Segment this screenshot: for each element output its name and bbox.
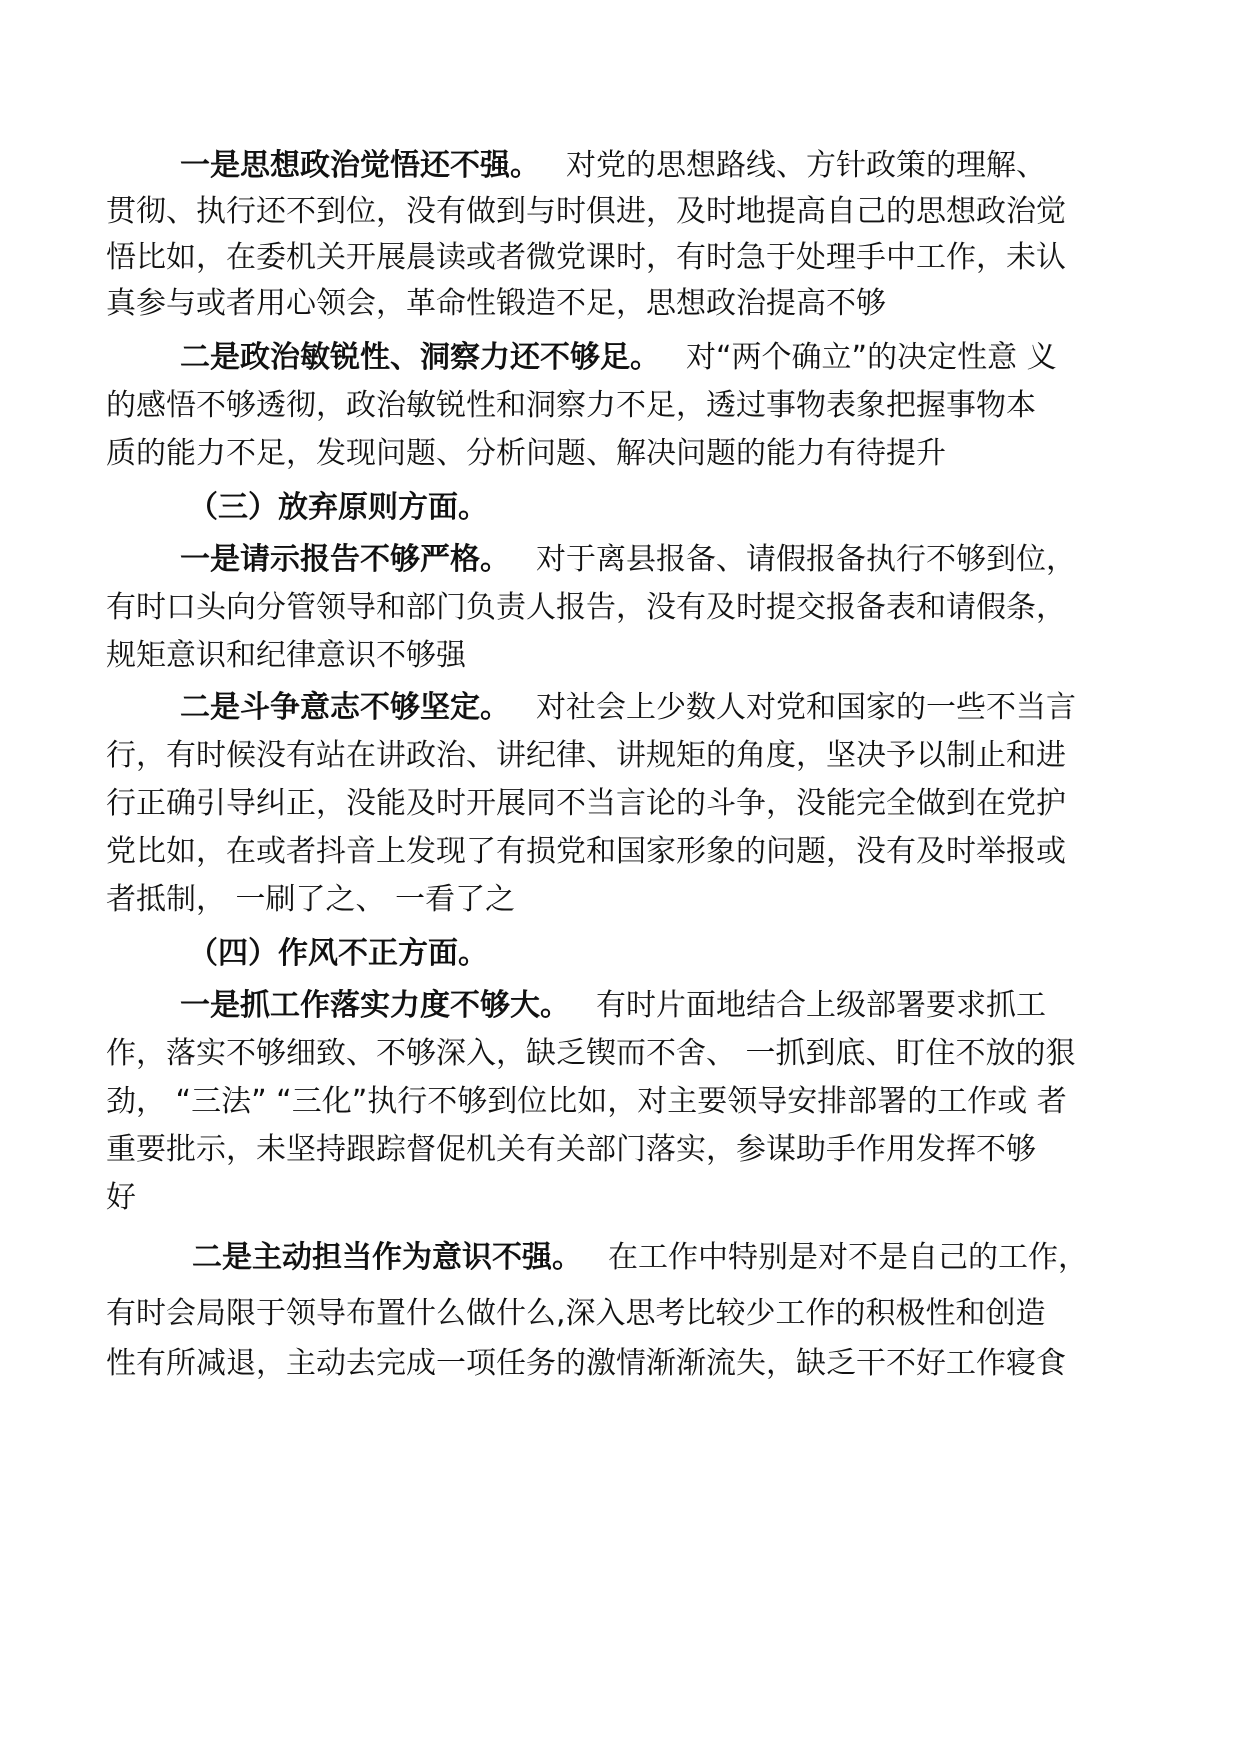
paragraph-1-text: 对党的思想路线、方针政策的理解、: [566, 148, 1046, 183]
paragraph-3-line-2: 有时口头向分管领导和部门负责人报告，没有及时提交报备表和请假条，: [106, 590, 1066, 625]
paragraph-4-line-1: [180, 686, 1076, 730]
paragraph-6-line-1: [192, 1236, 1088, 1280]
paragraph-3-line-1: [180, 538, 1076, 582]
paragraph-5-line-3: 劲， “三法” “三化”执行不够到位比如，对主要领导安排部署的工作或 者: [106, 1084, 1067, 1119]
paragraph-3-text: 对于离县报备、请假报备执行不够到位，: [536, 542, 1076, 577]
paragraph-2-heading: 二是政治敏锐性、洞察力还不够足。: [180, 340, 660, 375]
paragraph-4-heading: 二是斗争意志不够坚定。: [180, 690, 510, 725]
paragraph-6-text: 在工作中特别是对不是自己的工作，: [608, 1240, 1088, 1275]
paragraph-1-line-2: 贯彻、执行还不到位，没有做到与时俱进，及时地提高自己的思想政治觉: [106, 194, 1066, 229]
paragraph-4-text: 对社会上少数人对党和国家的一些不当言: [536, 690, 1076, 725]
paragraph-3-heading: 一是请示报告不够严格。: [180, 542, 510, 577]
paragraph-1-line-3: 悟比如，在委机关开展晨读或者微党课时，有时急于处理手中工作，未认: [106, 240, 1066, 275]
paragraph-2-line-2: 的感悟不够透彻，政治敏锐性和洞察力不足，透过事物表象把握事物本: [106, 388, 1036, 423]
paragraph-5-text: 有时片面地结合上级部署要求抓工: [596, 988, 1046, 1023]
paragraph-2-line-3: 质的能力不足，发现问题、分析问题、解决问题的能力有待提升: [106, 436, 946, 471]
paragraph-6-heading: 二是主动担当作为意识不强。: [192, 1240, 582, 1275]
paragraph-4-line-2: 行，有时候没有站在讲政治、讲纪律、讲规矩的角度，坚决予以制止和进: [106, 738, 1066, 773]
paragraph-4-line-5: 者抵制， 一刷了之、 一看了之: [106, 882, 516, 917]
section-heading-3: （三）放弃原则方面。: [188, 490, 488, 525]
paragraph-5-line-1: [180, 984, 1046, 1028]
paragraph-5-line-5: 好: [106, 1180, 136, 1215]
paragraph-1-line-1: [180, 144, 1046, 188]
paragraph-4-line-3: 行正确引导纠正，没能及时开展同不当言论的斗争，没能完全做到在党护: [106, 786, 1066, 821]
paragraph-1-heading: 一是思想政治觉悟还不强。: [180, 148, 540, 183]
paragraph-3-line-3: 规矩意识和纪律意识不够强: [106, 638, 466, 673]
paragraph-2-text: 对“两个确立”的决定性意 义: [686, 340, 1057, 375]
paragraph-5-heading: 一是抓工作落实力度不够大。: [180, 988, 570, 1023]
paragraph-5-line-4: 重要批示，未坚持跟踪督促机关有关部门落实，参谋助手作用发挥不够: [106, 1132, 1036, 1167]
paragraph-1-line-4: 真参与或者用心领会，革命性锻造不足，思想政治提高不够: [106, 286, 886, 321]
paragraph-6-line-2: 有时会局限于领导布置什么做什么,深入思考比较少工作的积极性和创造: [106, 1296, 1046, 1331]
paragraph-6-line-3: 性有所减退，主动去完成一项任务的激情渐渐流失，缺乏干不好工作寝食: [106, 1346, 1066, 1381]
paragraph-2-line-1: [180, 336, 1057, 380]
paragraph-4-line-4: 党比如，在或者抖音上发现了有损党和国家形象的问题，没有及时举报或: [106, 834, 1066, 869]
section-heading-4: （四）作风不正方面。: [188, 936, 488, 971]
paragraph-5-line-2: 作，落实不够细致、不够深入，缺乏锲而不舍、 一抓到底、盯住不放的狠: [106, 1036, 1076, 1071]
